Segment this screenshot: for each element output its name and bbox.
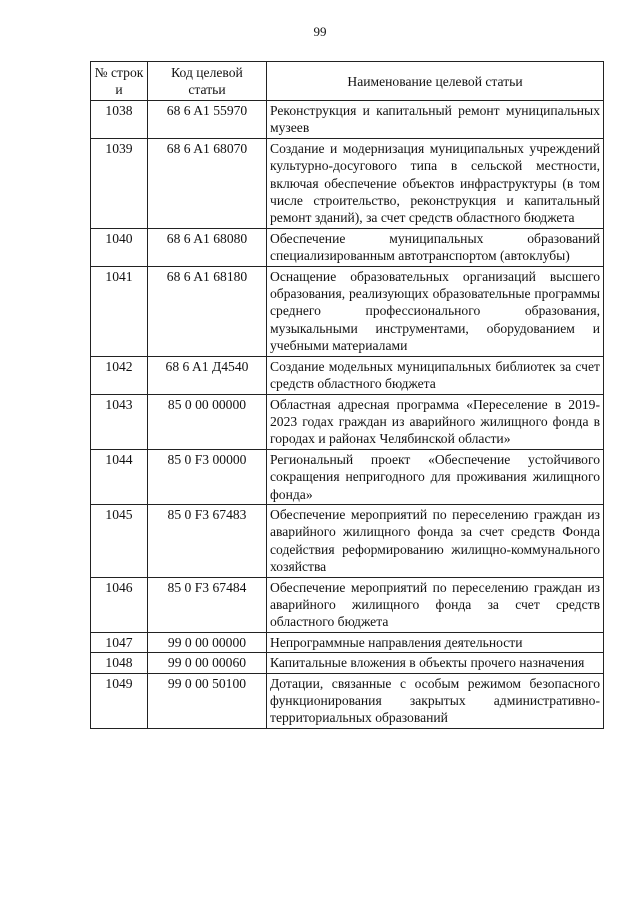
code-cell: 68 6 A1 68080 xyxy=(148,228,267,266)
row-number-cell: 1049 xyxy=(91,673,148,728)
table-row xyxy=(91,356,604,394)
table-row xyxy=(91,394,604,449)
code-cell: 68 6 A1 68180 xyxy=(148,266,267,356)
code-header: Код целевой статьи xyxy=(148,62,267,101)
name-cell: Областная адресная программа «Переселение в 2019-2023 годах граждан из аварийного жилищного фонда в городах и районах Челябинской области» xyxy=(267,394,604,449)
row-number-cell: 1040 xyxy=(91,228,148,266)
code-cell: 99 0 00 00060 xyxy=(148,653,267,673)
target-articles-table xyxy=(90,61,604,729)
name-cell: Непрограммные направления деятельности xyxy=(267,632,604,652)
code-cell: 68 6 A1 68070 xyxy=(148,138,267,228)
row-number-cell: 1046 xyxy=(91,577,148,632)
name-cell: Обеспечение муниципальных образований специализированным автотранспортом (автоклубы) xyxy=(267,228,604,266)
row-number-cell: 1048 xyxy=(91,653,148,673)
name-cell: Капитальные вложения в объекты прочего назначения xyxy=(267,653,604,673)
row-number-cell: 1047 xyxy=(91,632,148,652)
table-row xyxy=(91,504,604,577)
name-cell: Создание и модернизация муниципальных учреждений культурно-досугового типа в сельской местности, включая обеспечение объектов инфраструктуры (в том числе строительство, реконструкция и капитальный ремонт зданий), за счет средств областного бюджета xyxy=(267,138,604,228)
table-row xyxy=(91,632,604,652)
name-cell: Реконструкция и капитальный ремонт муниципальных музеев xyxy=(267,101,604,139)
code-cell: 68 6 A1 55970 xyxy=(148,101,267,139)
row-number-header: № строк и xyxy=(91,62,148,101)
table-row xyxy=(91,138,604,228)
name-cell: Региональный проект «Обеспечение устойчивого сокращения непригодного для проживания жилищного фонда» xyxy=(267,449,604,504)
code-cell: 68 6 A1 Д4540 xyxy=(148,356,267,394)
row-number-cell: 1042 xyxy=(91,356,148,394)
table-row xyxy=(91,673,604,728)
table-row xyxy=(91,266,604,356)
page-number: 99 xyxy=(313,24,327,39)
row-number-cell: 1041 xyxy=(91,266,148,356)
code-cell: 85 0 F3 00000 xyxy=(148,449,267,504)
code-cell: 85 0 F3 67483 xyxy=(148,504,267,577)
row-number-cell: 1038 xyxy=(91,101,148,139)
table-row xyxy=(91,101,604,139)
name-cell: Дотации, связанные с особым режимом безопасного функционирования закрытых административно-территориальных образований xyxy=(267,673,604,728)
name-header: Наименование целевой статьи xyxy=(267,62,604,101)
table-row xyxy=(91,577,604,632)
row-number-cell: 1045 xyxy=(91,504,148,577)
code-cell: 99 0 00 50100 xyxy=(148,673,267,728)
name-cell: Обеспечение мероприятий по переселению граждан из аварийного жилищного фонда за счет средств Фонда содействия реформированию жилищно-коммунального хозяйства xyxy=(267,504,604,577)
row-number-cell: 1039 xyxy=(91,138,148,228)
table-row xyxy=(91,228,604,266)
code-cell: 99 0 00 00000 xyxy=(148,632,267,652)
row-number-cell: 1044 xyxy=(91,449,148,504)
table-row xyxy=(91,449,604,504)
code-cell: 85 0 00 00000 xyxy=(148,394,267,449)
table-row xyxy=(91,653,604,673)
table-header-row xyxy=(91,62,604,101)
code-cell: 85 0 F3 67484 xyxy=(148,577,267,632)
name-cell: Оснащение образовательных организаций высшего образования, реализующих образовательные программы среднего профессионального образования, музыкальными инструментами, оборудованием и учебными материалами xyxy=(267,266,604,356)
row-number-cell: 1043 xyxy=(91,394,148,449)
name-cell: Создание модельных муниципальных библиотек за счет средств областного бюджета xyxy=(267,356,604,394)
name-cell: Обеспечение мероприятий по переселению граждан из аварийного жилищного фонда за счет средств областного бюджета xyxy=(267,577,604,632)
